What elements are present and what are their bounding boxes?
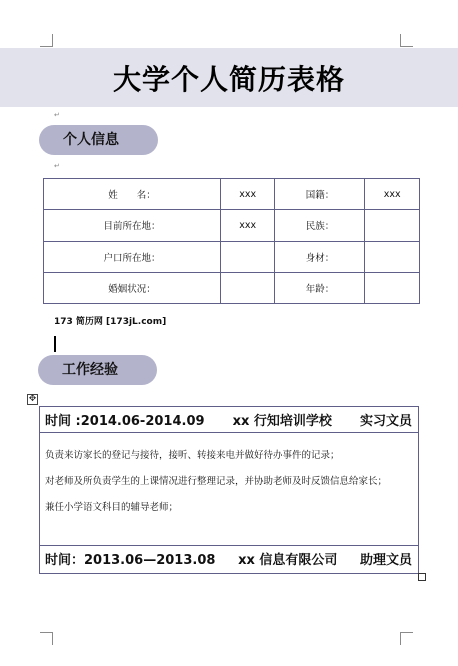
section-heading-label: 个人信息 xyxy=(63,132,119,148)
table-cell[interactable]: 年龄： xyxy=(275,272,365,303)
table-cell[interactable]: 国籍： xyxy=(275,179,365,210)
source-note[interactable]: 173 简历网 [173jL.com] xyxy=(54,317,167,327)
section-heading-personal[interactable] xyxy=(39,125,158,155)
table-cell[interactable] xyxy=(365,272,420,303)
paragraph-mark-icon: ↵ xyxy=(54,162,60,170)
table-resize-handle[interactable] xyxy=(418,573,426,581)
work-position[interactable]: 助理文员 xyxy=(359,553,412,568)
work-time[interactable]: 时间：2013.06—2013.08 xyxy=(45,553,216,568)
work-company[interactable]: xx 行知培训学校 xyxy=(232,414,332,429)
crop-mark-bottom-right xyxy=(400,632,413,645)
table-cell[interactable]: 姓 名： xyxy=(44,179,221,210)
work-entry-row xyxy=(40,407,418,433)
table-cell[interactable] xyxy=(365,241,420,272)
crop-mark-bottom-left xyxy=(40,632,53,645)
work-duties xyxy=(45,443,387,521)
page-title[interactable]: 大学个人简历表格 xyxy=(112,63,345,96)
table-cell[interactable] xyxy=(220,241,275,272)
table-move-handle-icon[interactable]: ✥ xyxy=(28,394,37,404)
section-heading-work[interactable] xyxy=(38,355,157,385)
duty-line[interactable]: 对老师及所负责学生的上课情况进行整理记录，并协助老师及时反馈信息给家长； xyxy=(45,476,388,487)
crop-mark-top-right xyxy=(400,34,413,47)
table-cell[interactable]: 户口所在地： xyxy=(44,241,221,272)
table-cell[interactable]: xxx xyxy=(220,210,275,241)
work-experience-table[interactable] xyxy=(39,406,419,574)
table-cell[interactable]: 身材： xyxy=(275,241,365,272)
table-cell[interactable]: 民族： xyxy=(275,210,365,241)
table-cell[interactable] xyxy=(220,272,275,303)
work-time[interactable]: 时间 :2014.06-2014.09 xyxy=(45,414,205,429)
table-row xyxy=(44,241,420,272)
personal-info-table[interactable] xyxy=(43,178,420,304)
duty-line[interactable]: 兼任小学语文科目的辅导老师； xyxy=(45,502,179,513)
section-heading-label: 工作经验 xyxy=(62,362,118,378)
crop-mark-top-left xyxy=(40,34,53,47)
work-entry-row xyxy=(40,545,418,571)
duty-line[interactable]: 负责来访家长的登记与接待，接听、转接来电并做好待办事件的记录； xyxy=(45,450,340,461)
table-row xyxy=(44,179,420,210)
table-row xyxy=(44,272,420,303)
table-cell[interactable]: xxx xyxy=(220,179,275,210)
text-cursor xyxy=(54,336,56,352)
paragraph-mark-icon: ↵ xyxy=(54,111,60,119)
work-company[interactable]: xx 信息有限公司 xyxy=(238,553,338,568)
table-cell[interactable]: xxx xyxy=(365,179,420,210)
table-row xyxy=(44,210,420,241)
work-position[interactable]: 实习文员 xyxy=(359,414,412,429)
table-cell[interactable]: 目前所在地： xyxy=(44,210,221,241)
table-cell[interactable] xyxy=(365,210,420,241)
table-cell[interactable]: 婚姻状况： xyxy=(44,272,221,303)
